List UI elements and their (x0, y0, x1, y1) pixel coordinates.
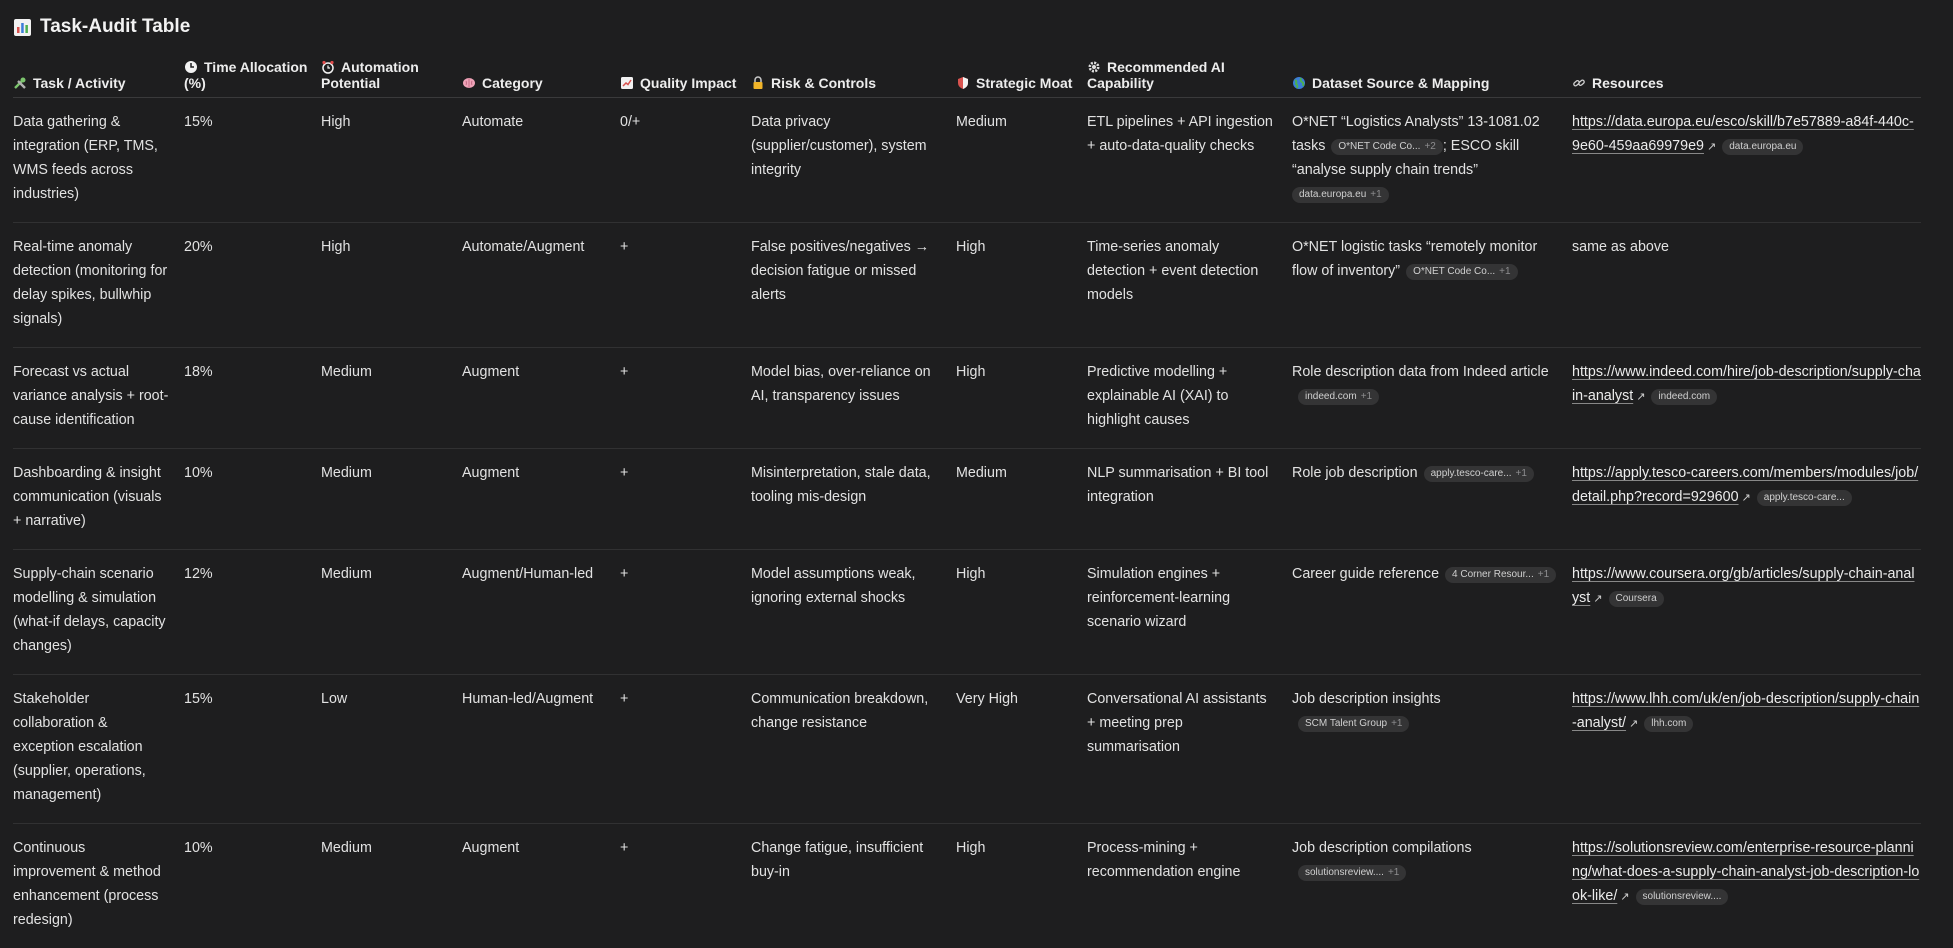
dataset-text: O*NET logistic tasks “remotely monitor flow of inventory” (1292, 239, 1537, 279)
page-title-text: Task-Audit Table (40, 16, 190, 38)
external-link-icon: ↗ (1593, 587, 1602, 611)
column-header-label: Quality Impact (640, 75, 736, 91)
source-pill[interactable] (1609, 591, 1664, 607)
column-header-label: Time Allocation (%) (184, 59, 307, 91)
risk-controls-cell: Model assumptions weak, ignoring external shocks (751, 550, 956, 675)
source-pill[interactable] (1651, 389, 1717, 405)
table-row (13, 675, 1921, 824)
source-pill[interactable] (1757, 490, 1852, 506)
source-pill-count: +1 (1538, 567, 1549, 583)
task-audit-table (13, 59, 1921, 948)
source-pill-label: lhh.com (1651, 716, 1686, 732)
risk-controls-cell: Data privacy (supplier/customer), system integrity (751, 98, 956, 223)
dataset-source-cell (1292, 449, 1572, 550)
quality-impact-cell: + (620, 348, 751, 449)
strategic-moat-cell: High (956, 348, 1087, 449)
source-pill-count: +1 (1370, 187, 1381, 203)
time-allocation-cell: 15% (184, 98, 321, 223)
strategic-moat-cell: High (956, 223, 1087, 348)
resources-cell (1572, 348, 1921, 449)
quality-impact-cell: + (620, 223, 751, 348)
resources-cell (1572, 550, 1921, 675)
time-allocation-cell: 18% (184, 348, 321, 449)
source-pill[interactable] (1636, 889, 1729, 905)
time-allocation-cell: 12% (184, 550, 321, 675)
resources-cell (1572, 675, 1921, 824)
source-pill-count: +1 (1361, 389, 1372, 405)
resource-link[interactable]: https://solutionsreview.com/enterprise-resource-planning/what-does-a-supply-chain-analyst-job-description-look-like/ (1572, 840, 1919, 904)
quality-impact-cell: + (620, 449, 751, 550)
category-cell: Augment (462, 824, 620, 948)
link-icon (1572, 76, 1586, 90)
lock-icon (751, 76, 765, 90)
column-header (956, 59, 1087, 98)
task-cell: Supply-chain scenario modelling & simulation (what-if delays, capacity changes) (13, 550, 184, 675)
category-cell: Human-led/Augment (462, 675, 620, 824)
column-header (321, 59, 462, 98)
brain-icon (462, 76, 476, 90)
resource-link[interactable]: https://www.lhh.com/uk/en/job-description/supply-chain-analyst/ (1572, 691, 1919, 731)
column-header-label: Category (482, 75, 543, 91)
dataset-source-cell (1292, 98, 1572, 223)
resource-link[interactable]: https://data.europa.eu/esco/skill/b7e57889-a84f-440c-9e60-459aa69979e9 (1572, 114, 1914, 154)
risk-controls-cell: Change fatigue, insufficient buy-in (751, 824, 956, 948)
dataset-source-cell (1292, 675, 1572, 824)
source-pill-label: apply.tesco-care... (1764, 490, 1845, 506)
automation-potential-cell: Medium (321, 824, 462, 948)
resource-link[interactable]: https://www.indeed.com/hire/job-description/supply-chain-analyst (1572, 364, 1921, 404)
table-row (13, 824, 1921, 948)
dataset-text: O*NET “Logistics Analysts” 13-1081.02 tasks (1292, 114, 1540, 154)
task-cell: Forecast vs actual variance analysis + root-cause identification (13, 348, 184, 449)
task-cell: Data gathering & integration (ERP, TMS, WMS feeds across industries) (13, 98, 184, 223)
dataset-source-cell (1292, 223, 1572, 348)
automation-potential-cell: High (321, 98, 462, 223)
source-pill-label: Coursera (1616, 591, 1657, 607)
source-pill-label: apply.tesco-care... (1431, 466, 1512, 482)
time-allocation-cell: 20% (184, 223, 321, 348)
dataset-text: Job description compilations (1292, 840, 1472, 856)
dataset-source-cell (1292, 824, 1572, 948)
time-allocation-cell: 10% (184, 449, 321, 550)
source-pill-label: solutionsreview.... (1305, 865, 1384, 881)
task-cell: Real-time anomaly detection (monitoring for delay spikes, bullwhip signals) (13, 223, 184, 348)
resource-text: same as above (1572, 239, 1669, 255)
table-row (13, 223, 1921, 348)
external-link-icon: ↗ (1742, 486, 1751, 510)
resource-link[interactable]: https://apply.tesco-careers.com/members/modules/job/detail.php?record=929600 (1572, 465, 1918, 505)
task-cell: Dashboarding & insight communication (visuals + narrative) (13, 449, 184, 550)
column-header (751, 59, 956, 98)
source-pill-label: SCM Talent Group (1305, 716, 1387, 732)
column-header (13, 59, 184, 98)
time-allocation-cell: 10% (184, 824, 321, 948)
quality-impact-cell: 0/+ (620, 98, 751, 223)
column-header (1087, 59, 1292, 98)
source-pill-label: data.europa.eu (1299, 187, 1366, 203)
dataset-source-cell (1292, 348, 1572, 449)
table-row (13, 348, 1921, 449)
resources-cell (1572, 824, 1921, 948)
external-link-icon: ↗ (1629, 712, 1638, 736)
column-header-label: Automation Potential (321, 59, 419, 91)
automation-potential-cell: Medium (321, 348, 462, 449)
source-pill[interactable] (1424, 466, 1534, 482)
external-link-icon: ↗ (1636, 385, 1645, 409)
dataset-text: Role job description (1292, 465, 1418, 481)
dataset-source-cell (1292, 550, 1572, 675)
time-allocation-cell: 15% (184, 675, 321, 824)
quality-impact-cell: + (620, 675, 751, 824)
column-header-label: Task / Activity (33, 75, 126, 91)
category-cell: Augment (462, 348, 620, 449)
source-pill[interactable] (1298, 716, 1409, 732)
automation-potential-cell: Low (321, 675, 462, 824)
column-header-label: Risk & Controls (771, 75, 876, 91)
globe-icon (1292, 76, 1306, 90)
source-pill[interactable] (1331, 139, 1442, 155)
task-cell: Continuous improvement & method enhancement (process redesign) (13, 824, 184, 948)
gear-icon (1087, 60, 1101, 74)
dataset-text: Career guide reference (1292, 566, 1439, 582)
automation-potential-cell: Medium (321, 449, 462, 550)
alarm-clock-icon (321, 60, 335, 74)
resource-link[interactable]: https://www.coursera.org/gb/articles/supply-chain-analyst (1572, 566, 1915, 606)
external-link-icon: ↗ (1707, 135, 1716, 159)
automation-potential-cell: Medium (321, 550, 462, 675)
dataset-text: Role description data from Indeed article (1292, 364, 1549, 380)
ai-capability-cell: ETL pipelines + API ingestion + auto-data-quality checks (1087, 98, 1292, 223)
source-pill-label: data.europa.eu (1729, 139, 1796, 155)
source-pill-label: 4 Corner Resour... (1452, 567, 1534, 583)
column-header (620, 59, 751, 98)
table-row (13, 550, 1921, 675)
ai-capability-cell: NLP summarisation + BI tool integration (1087, 449, 1292, 550)
clock-icon (184, 60, 198, 74)
strategic-moat-cell: Very High (956, 675, 1087, 824)
strategic-moat-cell: High (956, 824, 1087, 948)
shield-icon (956, 76, 970, 90)
table-body (13, 98, 1921, 948)
source-pill-count: +1 (1388, 865, 1399, 881)
tools-icon (13, 76, 27, 90)
category-cell: Automate/Augment (462, 223, 620, 348)
column-header-label: Strategic Moat (976, 75, 1072, 91)
source-pill[interactable] (1292, 187, 1389, 203)
bar-chart-icon (13, 18, 32, 37)
strategic-moat-cell: Medium (956, 449, 1087, 550)
page-title (13, 14, 1940, 40)
resources-cell (1572, 98, 1921, 223)
ai-capability-cell: Conversational AI assistants + meeting prep summarisation (1087, 675, 1292, 824)
source-pill[interactable] (1644, 716, 1693, 732)
source-pill-label: solutionsreview.... (1643, 889, 1722, 905)
source-pill[interactable] (1406, 264, 1517, 280)
ai-capability-cell: Simulation engines + reinforcement-learning scenario wizard (1087, 550, 1292, 675)
source-pill-count: +2 (1424, 139, 1435, 155)
quality-impact-cell: + (620, 550, 751, 675)
ai-capability-cell: Predictive modelling + explainable AI (XAI) to highlight causes (1087, 348, 1292, 449)
strategic-moat-cell: Medium (956, 98, 1087, 223)
chart-up-icon (620, 76, 634, 90)
source-pill-count: +1 (1499, 264, 1510, 280)
dataset-text: ; ESCO skill “analyse supply chain trends” (1292, 138, 1519, 178)
resources-cell (1572, 223, 1921, 348)
source-pill-count: +1 (1516, 466, 1527, 482)
category-cell: Augment (462, 449, 620, 550)
source-pill[interactable] (1298, 389, 1379, 405)
source-pill[interactable] (1722, 139, 1803, 155)
ai-capability-cell: Process-mining + recommendation engine (1087, 824, 1292, 948)
source-pill-label: O*NET Code Co... (1338, 139, 1420, 155)
column-header-label: Dataset Source & Mapping (1312, 75, 1489, 91)
source-pill[interactable] (1445, 567, 1556, 583)
automation-potential-cell: High (321, 223, 462, 348)
column-header (184, 59, 321, 98)
strategic-moat-cell: High (956, 550, 1087, 675)
column-header (1572, 59, 1921, 98)
source-pill-label: indeed.com (1305, 389, 1357, 405)
external-link-icon: ↗ (1620, 885, 1629, 909)
source-pill-label: O*NET Code Co... (1413, 264, 1495, 280)
column-header (462, 59, 620, 98)
source-pill-label: indeed.com (1658, 389, 1710, 405)
column-header-label: Recommended AI Capability (1087, 59, 1225, 91)
source-pill[interactable] (1298, 865, 1406, 881)
risk-controls-cell: Misinterpretation, stale data, tooling mis-design (751, 449, 956, 550)
risk-controls-cell: Communication breakdown, change resistance (751, 675, 956, 824)
category-cell: Augment/Human-led (462, 550, 620, 675)
task-cell: Stakeholder collaboration & exception escalation (supplier, operations, management) (13, 675, 184, 824)
table-row (13, 449, 1921, 550)
risk-controls-cell: Model bias, over-reliance on AI, transparency issues (751, 348, 956, 449)
dataset-text: Job description insights (1292, 691, 1441, 707)
risk-controls-cell: False positives/negatives → decision fatigue or missed alerts (751, 223, 956, 348)
table-header-row (13, 59, 1921, 98)
column-header (1292, 59, 1572, 98)
ai-capability-cell: Time-series anomaly detection + event detection models (1087, 223, 1292, 348)
resources-cell (1572, 449, 1921, 550)
category-cell: Automate (462, 98, 620, 223)
source-pill-count: +1 (1391, 716, 1402, 732)
quality-impact-cell: + (620, 824, 751, 948)
table-row (13, 98, 1921, 223)
column-header-label: Resources (1592, 75, 1664, 91)
